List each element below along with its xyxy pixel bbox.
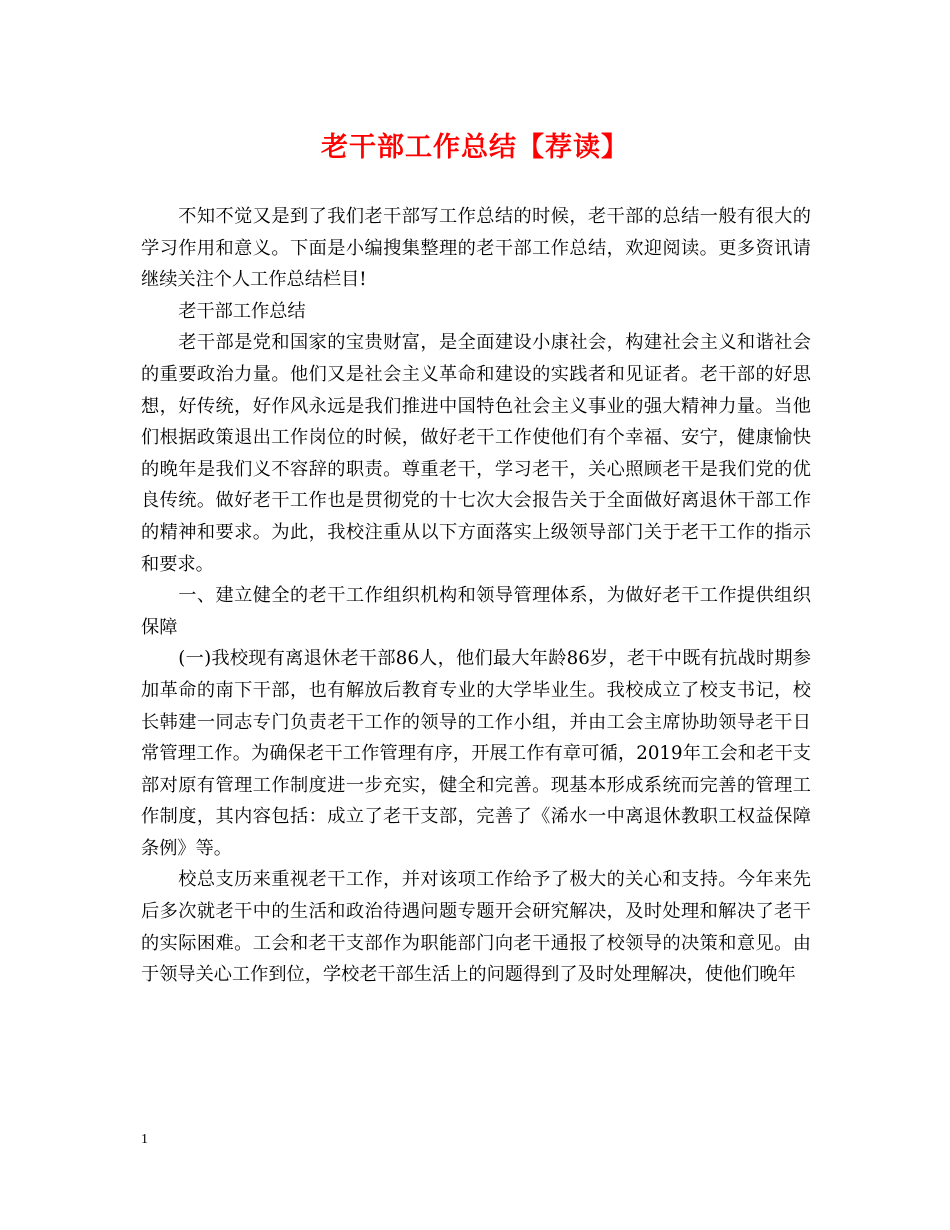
paragraph-section-heading: 一、建立健全的老干工作组织机构和领导管理体系，为做好老干工作提供组织保障 <box>141 585 811 638</box>
paragraph-section-one: (一)我校现有离退休老干部86人，他们最大年龄86岁，老干中既有抗战时期参加革命的南下干部，也有解放后教育专业的大学毕业生。我校成立了校支书记，校长韩建一同志专门负责老干工作的领导的工作小组，并由工会主席协助领导老干日常管理工作。为确保老干工作管理有序，开展工作有章可循，2019年工会和老干支部对原有管理工作制度进一步充实，健全和完善。现基本形成系统而完善的管理工作制度，其内容包括：成立了老干支部，完善了《浠水一中离退休教职工权益保障条例》等。 <box>141 648 811 859</box>
paragraph-section-support: 校总支历来重视老干工作，并对该项工作给予了极大的关心和支持。今年来先后多次就老干中的生活和政治待遇问题专题开会研究解决，及时处理和解决了老干的实际困难。工会和老干支部作为职能部门向老干通报了校领导的决策和意见。由于领导关心工作到位，学校老干部生活上的问题得到了及时处理解决，使他们晚年 <box>141 869 811 986</box>
document-title: 老干部工作总结【荐读】 <box>321 132 629 163</box>
paragraph-intro: 不知不觉又是到了我们老干部写工作总结的时候，老干部的总结一般有很大的学习作用和意义。下面是小编搜集整理的老干部工作总结，欢迎阅读。更多资讯请继续关注个人工作总结栏目! <box>141 206 811 291</box>
paragraph-subtitle: 老干部工作总结 <box>178 300 306 322</box>
document-body <box>141 201 811 991</box>
page-number: 1 <box>141 1132 148 1147</box>
paragraph-overview: 老干部是党和国家的宝贵财富，是全面建设小康社会，构建社会主义和谐社会的重要政治力量。他们又是社会主义革命和建设的实践者和见证者。老干部的好思想，好传统，好作风永远是我们推进中国特色社会主义事业的强大精神力量。当他们根据政策退出工作岗位的时候，做好老干工作使他们有个幸福、安宁，健康愉快的晚年是我们义不容辞的职责。尊重老干，学习老干，关心照顾老干是我们党的优良传统。做好老干工作也是贯彻党的十七次大会报告关于全面做好离退休干部工作的精神和要求。为此，我校注重从以下方面落实上级领导部门关于老干工作的指示和要求。 <box>141 332 811 575</box>
